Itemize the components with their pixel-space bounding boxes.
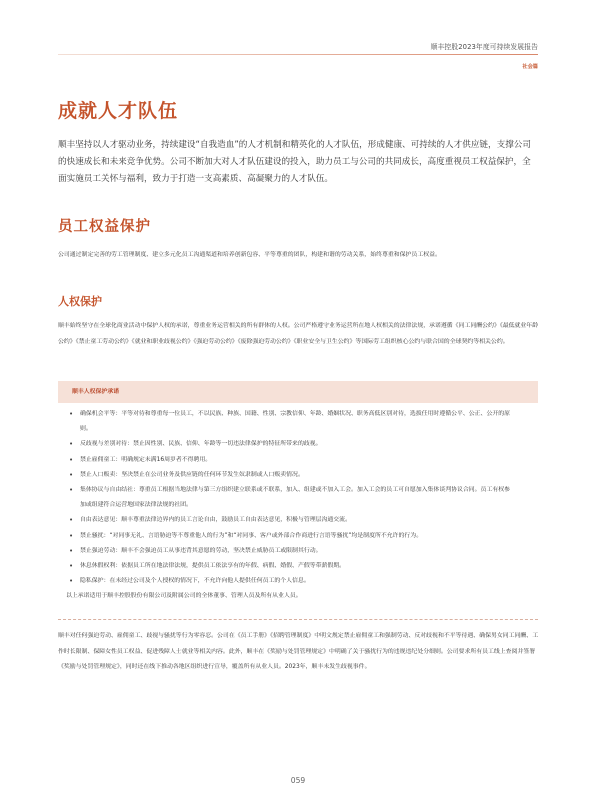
list-item — [58, 483, 538, 513]
section-tag: 社会篇 — [522, 64, 538, 70]
list-item-text: 确保机会平等：平等对待和尊重每一位员工，不以民族、种族、国籍、性别、宗教信仰、年龄、婚姻状况、职务高低区别对待，选拔任用时遵循公平、公正、公开的原则。 — [80, 411, 511, 433]
list-item-text: 休息休假权利：依据员工所在地法律法规，提供员工依法享有的年假、病假、婚假、产假等带薪假期。 — [80, 563, 346, 570]
subsection-paragraph: 顺丰始终坚守在全球化商业活动中保护人权的承诺，尊重业务运营相关的所有群体的人权。公司严格遵守业务运营所在地人权相关的法律法规，承诺遵循《同工同酬公约》《最低就业年龄公约》《禁止童工劳动公约》《就业和职业歧视公约》《强迫劳动公约》《废除强迫劳动公约》《职业安全与卫生公约》等国际劳工组织核心公约与联合国的全球契约等相关公约。 — [58, 323, 539, 345]
list-item-text: 自由表达意见：顺丰尊重法律边界内的员工言论自由，鼓励员工自由表达意见，积极与管理层沟通交流。 — [80, 517, 351, 524]
list-item-text: 反歧视与差别对待：禁止因性别、民族、信仰、年龄等一切违法律保护的特征所带来的歧视。 — [80, 441, 322, 448]
section-heading: 员工权益保护 — [58, 219, 151, 235]
commitment-footer: 以上承诺适用于顺丰控股股份有限公司及附属公司的全体董事、管理人员及所有从业人员。 — [66, 593, 302, 600]
list-item-text: 禁止人口贩卖：坚决禁止在公司业务及供应链的任何环节发生奴隶制或人口贩卖情况。 — [80, 471, 304, 478]
list-item — [58, 468, 538, 483]
bullet-icon: • — [69, 516, 74, 525]
list-item-text: 集体协议与自由结社：尊重员工根据当地法律与第三方组织建立联系或不联系，加入、组建或不加入工会。加入工会的员工可自愿加入集体谈判协议合同。员工有权参加或组建符合运营地国家法律法规的社团。 — [80, 487, 511, 509]
intro-paragraph: 顺丰坚持以人才驱动业务，持续建设“自我造血”的人才机制和精英化的人才队伍，形成健康、可持续的人才供应链，支撑公司的快速成长和未来竞争优势。公司不断加大对人才队伍建设的投入，助力员工与公司的共同成长，高度重视员工权益保护，全面实施员工关怀与福利，致力于打造一支高素质、高凝聚力的人才队伍。 — [58, 140, 531, 184]
list-item-text: 禁止强迫劳动：顺丰不会强迫员工从事违背其意愿的劳动，坚决禁止威胁员工或限制其行动。 — [80, 547, 322, 554]
list-item — [58, 529, 538, 544]
list-item — [58, 437, 538, 452]
bullet-icon: • — [69, 531, 74, 540]
list-item-text: 禁止骚扰：“对同事无礼、言语胁迫等不尊重他人的行为”和“对同事、客户或外部合作商进行言语等骚扰”均是制度所不允许的行为。 — [80, 532, 423, 539]
list-item — [58, 544, 538, 559]
commitment-list — [58, 403, 538, 589]
bullet-icon: • — [69, 440, 74, 449]
list-item-text: 隐私保护：在未经过公司及个人授权的情况下，不允许向他人提供任何员工的个人信息。 — [80, 578, 310, 585]
bullet-icon: • — [69, 486, 74, 495]
report-title: 顺丰控股2023年度可持续发展报告 — [430, 43, 538, 51]
bullet-icon: • — [69, 562, 74, 571]
bullet-icon: • — [69, 455, 74, 464]
bullet-icon: • — [69, 546, 74, 555]
section-paragraph: 公司通过制定完善的劳工管理制度、建立多元化员工沟通渠道和培养创新包容、平等尊重的团队，构建和谐的劳动关系，始终尊重和保护员工权益。 — [58, 252, 441, 258]
list-item-text: 禁止雇佣童工：明确规定未满16周岁者不得聘用。 — [80, 456, 212, 463]
bullet-icon: • — [69, 410, 74, 418]
list-item — [58, 407, 538, 437]
page-title: 成就人才队伍 — [58, 100, 179, 122]
bullet-icon: • — [69, 577, 74, 586]
closing-paragraph: 顺丰对任何强迫劳动、雇佣童工、歧视与骚扰等行为零容忍。公司在《员工手册》《招聘管理制度》中明文规定禁止雇佣童工和强制劳动、反对歧视和不平等待遇、确保男女同工同酬、工作时长限制、保障女性员工权益、促进残障人士就业等相关内容。此外，顺丰在《奖励与处罚管理规定》中明确了关于骚扰行为的违规违纪处分细则。公司要求所有员工线上查阅并签署《奖励与处罚管理规定》，同时还在线下推动各地区组织进行宣导，覆盖所有从业人员。2023年，顺丰未发生歧视事件。 — [58, 633, 539, 671]
bullet-icon: • — [69, 470, 74, 479]
list-item — [58, 559, 538, 574]
list-item — [58, 574, 538, 589]
list-item — [58, 453, 538, 468]
list-item — [58, 513, 538, 528]
commitment-box — [58, 381, 538, 620]
commitment-title: 顺丰人权保护承诺 — [58, 381, 538, 403]
header-divider — [58, 54, 538, 55]
subsection-heading: 人权保护 — [58, 295, 102, 308]
page-number: 059 — [290, 776, 306, 785]
